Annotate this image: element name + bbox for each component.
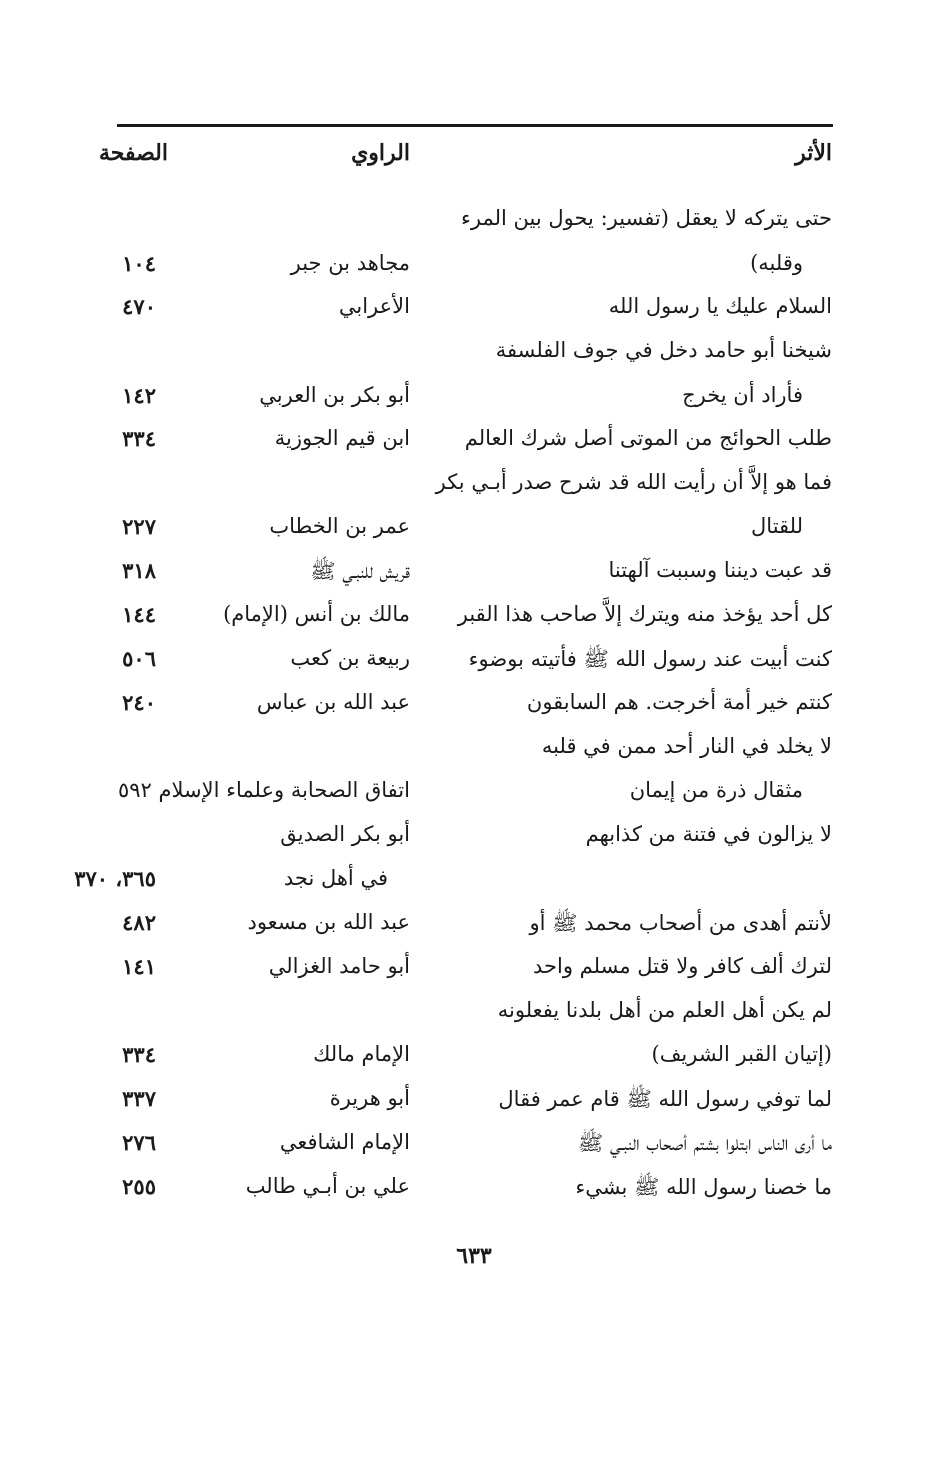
table-row — [0, 514, 948, 554]
rawi-name: مالك بن أنس (الإمام) — [223, 602, 410, 626]
page-number: ٦٣٣ — [456, 1243, 492, 1269]
column-header-athar: الأثر — [795, 140, 832, 166]
page-ref: ٢٤٠ — [122, 690, 156, 715]
page-ref: ٣٦٥، ٣٧٠ — [74, 866, 156, 891]
rawi-name: مجاهد بن جبر — [290, 251, 410, 275]
table-row — [0, 602, 948, 642]
rawi-name: أبو هريرة — [329, 1086, 410, 1110]
page-ref: ٣٣٧ — [122, 1086, 156, 1111]
table-row — [0, 822, 948, 862]
page-ref: ١٤٢ — [122, 383, 156, 408]
table-row — [0, 646, 948, 686]
page-ref: ٣٣٤ — [122, 426, 156, 451]
athar-text: فأراد أن يخرج — [682, 383, 803, 407]
rawi-name: أبو بكر الصديق — [280, 822, 410, 846]
rawi-name: اتفاق الصحابة وعلماء الإسلام ٥٩٢ — [117, 778, 410, 802]
athar-text: ما أرى الناس ابتلوا بشتم أصحاب النبـي ﷺ — [577, 1131, 832, 1155]
athar-text: لترك ألف كافر ولا قتل مسلم واحد — [533, 954, 832, 978]
table-row — [0, 251, 948, 291]
rawi-name: عبد الله بن عباس — [256, 690, 410, 714]
table-row — [0, 734, 948, 774]
athar-text: شيخنا أبو حامد دخل في جوف الفلسفة — [495, 338, 832, 362]
table-row — [0, 1086, 948, 1126]
table-row — [0, 998, 948, 1038]
page-ref: ٥٠٦ — [122, 646, 156, 671]
table-row — [0, 690, 948, 730]
athar-text: للقتال — [751, 514, 803, 538]
rawi-name: عبد الله بن مسعود — [247, 910, 410, 934]
page-ref: ٤٧٠ — [122, 294, 156, 319]
table-row — [0, 1174, 948, 1214]
page-ref: ١٠٤ — [122, 251, 156, 276]
page-ref: ٢٢٧ — [122, 514, 156, 539]
table-row — [0, 910, 948, 950]
athar-text: لم يكن أهل العلم من أهل بلدنا يفعلونه — [497, 998, 832, 1022]
rawi-name: الأعرابي — [338, 294, 410, 318]
athar-text: كل أحد يؤخذ منه ويترك إلاَّ صاحب هذا القبر — [457, 602, 832, 626]
rawi-name: الإمام مالك — [313, 1042, 410, 1066]
athar-text: وقلبه) — [750, 251, 803, 275]
athar-text: كنت أبيت عند رسول الله ﷺ فأتيته بوضوء — [468, 647, 832, 671]
table-row — [0, 206, 948, 246]
table-row — [0, 558, 948, 598]
table-row — [0, 954, 948, 994]
rawi-name: أبو بكر بن العربي — [259, 383, 410, 407]
page-ref: ٢٧٦ — [122, 1130, 156, 1155]
rawi-name: قريش للنبـي ﷺ — [310, 559, 410, 583]
athar-text: حتى يتركه لا يعقل (تفسير: يحول بين المرء — [461, 206, 832, 230]
athar-text: لما توفي رسول الله ﷺ قام عمر فقال — [498, 1087, 832, 1111]
page-ref: ١٤٤ — [122, 602, 156, 627]
table-row — [0, 1130, 948, 1170]
athar-text: لأنتم أهدى من أصحاب محمد ﷺ أو — [529, 911, 832, 935]
athar-text: مثقال ذرة من إيمان — [629, 778, 803, 802]
athar-text: (إتيان القبر الشريف) — [651, 1042, 832, 1066]
table-row — [0, 778, 948, 818]
athar-text: ما خصنا رسول الله ﷺ بشيء — [575, 1175, 832, 1199]
page-ref: ٢٥٥ — [122, 1174, 156, 1199]
rawi-name: ربيعة بن كعب — [290, 646, 410, 670]
athar-text: كنتم خير أمة أخرجت. هم السابقون — [526, 690, 832, 714]
athar-text: لا يخلد في النار أحد ممن في قلبه — [541, 734, 832, 758]
column-header-page: الصفحة — [98, 140, 168, 166]
table-row — [0, 1042, 948, 1082]
athar-text: قد عبت ديننا وسببت آلهتنا — [608, 558, 832, 582]
page-ref: ١٤١ — [122, 954, 156, 979]
page-ref: ٣٣٤ — [122, 1042, 156, 1067]
table-row — [0, 426, 948, 466]
athar-text: طلب الحوائج من الموتى أصل شرك العالم — [464, 426, 832, 450]
rawi-name: ابن قيم الجوزية — [274, 426, 410, 450]
athar-text: لا يزالون في فتنة من كذابهم — [585, 822, 832, 846]
table-row — [0, 383, 948, 423]
athar-text: السلام عليك يا رسول الله — [608, 294, 832, 318]
header-top-rule — [117, 124, 833, 127]
page-ref: ٤٨٢ — [122, 910, 156, 935]
table-row — [0, 866, 948, 906]
athar-text: فما هو إلاَّ أن رأيت الله قد شرح صدر أبـي بكر — [435, 470, 832, 494]
table-row — [0, 470, 948, 510]
rawi-name: أبو حامد الغزالي — [268, 954, 410, 978]
rawi-name: الإمام الشافعي — [279, 1130, 410, 1154]
rawi-name: عمر بن الخطاب — [269, 514, 410, 538]
rawi-name: علي بن أبـي طالب — [245, 1174, 410, 1198]
rawi-name: في أهل نجد — [283, 866, 388, 890]
page-ref: ٣١٨ — [122, 558, 156, 583]
table-row — [0, 338, 948, 378]
column-header-rawi: الراوي — [351, 140, 410, 166]
table-row — [0, 294, 948, 334]
